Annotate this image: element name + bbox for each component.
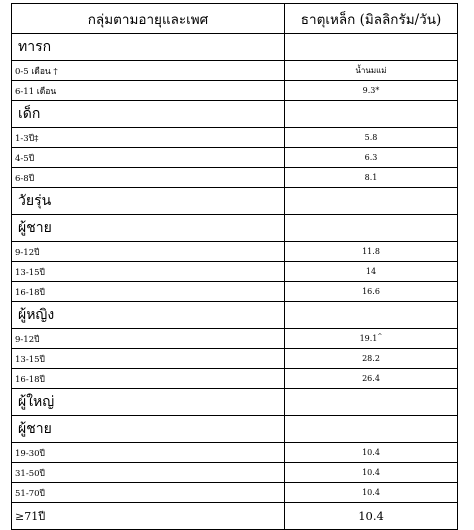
group-label: ผู้หญิง xyxy=(12,302,285,329)
iron-value-cell xyxy=(285,188,458,215)
iron-value: 10.4 xyxy=(362,468,380,477)
iron-value: 8.1 xyxy=(364,173,378,182)
age-group-cell: 51-70ปี xyxy=(12,483,285,503)
iron-value-cell xyxy=(285,81,458,101)
iron-value: 19.1 xyxy=(359,334,378,343)
iron-value-cell xyxy=(285,463,458,483)
age-group-cell: 19-30ปี xyxy=(12,443,285,463)
iron-value-cell xyxy=(285,302,458,329)
age-group-cell: 16-18ปี xyxy=(12,282,285,302)
iron-intake-table-sheet xyxy=(11,3,457,530)
iron-value-cell xyxy=(285,369,458,389)
iron-value: 26.4 xyxy=(362,374,380,383)
table-row xyxy=(12,242,458,262)
table-row xyxy=(12,503,458,530)
table-row xyxy=(12,443,458,463)
iron-value-cell xyxy=(285,416,458,443)
age-group-cell: 9-12ปี xyxy=(12,242,285,262)
age-group-cell: 13-15ปี xyxy=(12,262,285,282)
table-row xyxy=(12,282,458,302)
iron-value-cell xyxy=(285,349,458,369)
table-row xyxy=(12,128,458,148)
age-group-cell: 6-8ปี xyxy=(12,168,285,188)
iron-value-cell xyxy=(285,101,458,128)
iron-value-cell xyxy=(285,262,458,282)
iron-value: 9.3* xyxy=(362,86,380,95)
iron-value-cell xyxy=(285,282,458,302)
group-label: ผู้ชาย xyxy=(12,215,285,242)
iron-value-cell xyxy=(285,503,458,530)
iron-value-cell xyxy=(285,168,458,188)
age-group-cell: ≥71ปี xyxy=(12,503,285,530)
table-group-row xyxy=(12,302,458,329)
group-label: เด็ก xyxy=(12,101,285,128)
iron-value: 10.4 xyxy=(362,448,380,457)
iron-value-cell xyxy=(285,389,458,416)
group-label: ผู้ชาย xyxy=(12,416,285,443)
table-group-row xyxy=(12,188,458,215)
table-body xyxy=(12,34,458,530)
iron-value-cell xyxy=(285,148,458,168)
table-group-row xyxy=(12,416,458,443)
iron-value: น้ำนมแม่ xyxy=(355,66,387,75)
iron-value-cell xyxy=(285,483,458,503)
iron-value: 6.3 xyxy=(364,153,378,162)
age-group-cell: 1-3ปี‡ xyxy=(12,128,285,148)
table-row xyxy=(12,61,458,81)
iron-value-cell xyxy=(285,329,458,349)
table-row xyxy=(12,168,458,188)
iron-value-cell xyxy=(285,215,458,242)
iron-value: 10.4 xyxy=(358,509,384,523)
header-age-sex-group: กลุ่มตามอายุและเพศ xyxy=(12,4,285,34)
table-group-row xyxy=(12,101,458,128)
table-header-row xyxy=(12,4,458,34)
table-group-row xyxy=(12,389,458,416)
iron-value: 5.8 xyxy=(364,133,378,142)
age-group-cell: 6-11 เดือน xyxy=(12,81,285,101)
iron-value: 28.2 xyxy=(362,354,380,363)
age-group-cell: 31-50ปี xyxy=(12,463,285,483)
iron-value-cell xyxy=(285,34,458,61)
footnote-mark: ^ xyxy=(377,333,383,340)
group-label: วัยรุ่น xyxy=(12,188,285,215)
table-row xyxy=(12,349,458,369)
iron-value: 16.6 xyxy=(362,287,380,296)
iron-value: 11.8 xyxy=(362,247,380,256)
table-row xyxy=(12,148,458,168)
iron-value-cell xyxy=(285,61,458,81)
group-label: ผู้ใหญ่ xyxy=(12,389,285,416)
iron-intake-table xyxy=(11,3,458,530)
table-row xyxy=(12,463,458,483)
iron-value-cell xyxy=(285,128,458,148)
table-row xyxy=(12,329,458,349)
table-group-row xyxy=(12,34,458,61)
iron-value-cell xyxy=(285,443,458,463)
age-group-cell: 9-12ปี xyxy=(12,329,285,349)
age-group-cell: 13-15ปี xyxy=(12,349,285,369)
iron-value: 14 xyxy=(365,267,377,276)
iron-value-cell xyxy=(285,242,458,262)
table-row xyxy=(12,81,458,101)
table-group-row xyxy=(12,215,458,242)
age-group-cell: 0-5 เดือน † xyxy=(12,61,285,81)
table-row xyxy=(12,369,458,389)
group-label: ทารก xyxy=(12,34,285,61)
age-group-cell: 16-18ปี xyxy=(12,369,285,389)
age-group-cell: 4-5ปี xyxy=(12,148,285,168)
table-row xyxy=(12,483,458,503)
iron-value: 10.4 xyxy=(362,488,380,497)
header-iron-mg-per-day: ธาตุเหล็ก (มิลลิกรัม/วัน) xyxy=(285,4,458,34)
table-row xyxy=(12,262,458,282)
